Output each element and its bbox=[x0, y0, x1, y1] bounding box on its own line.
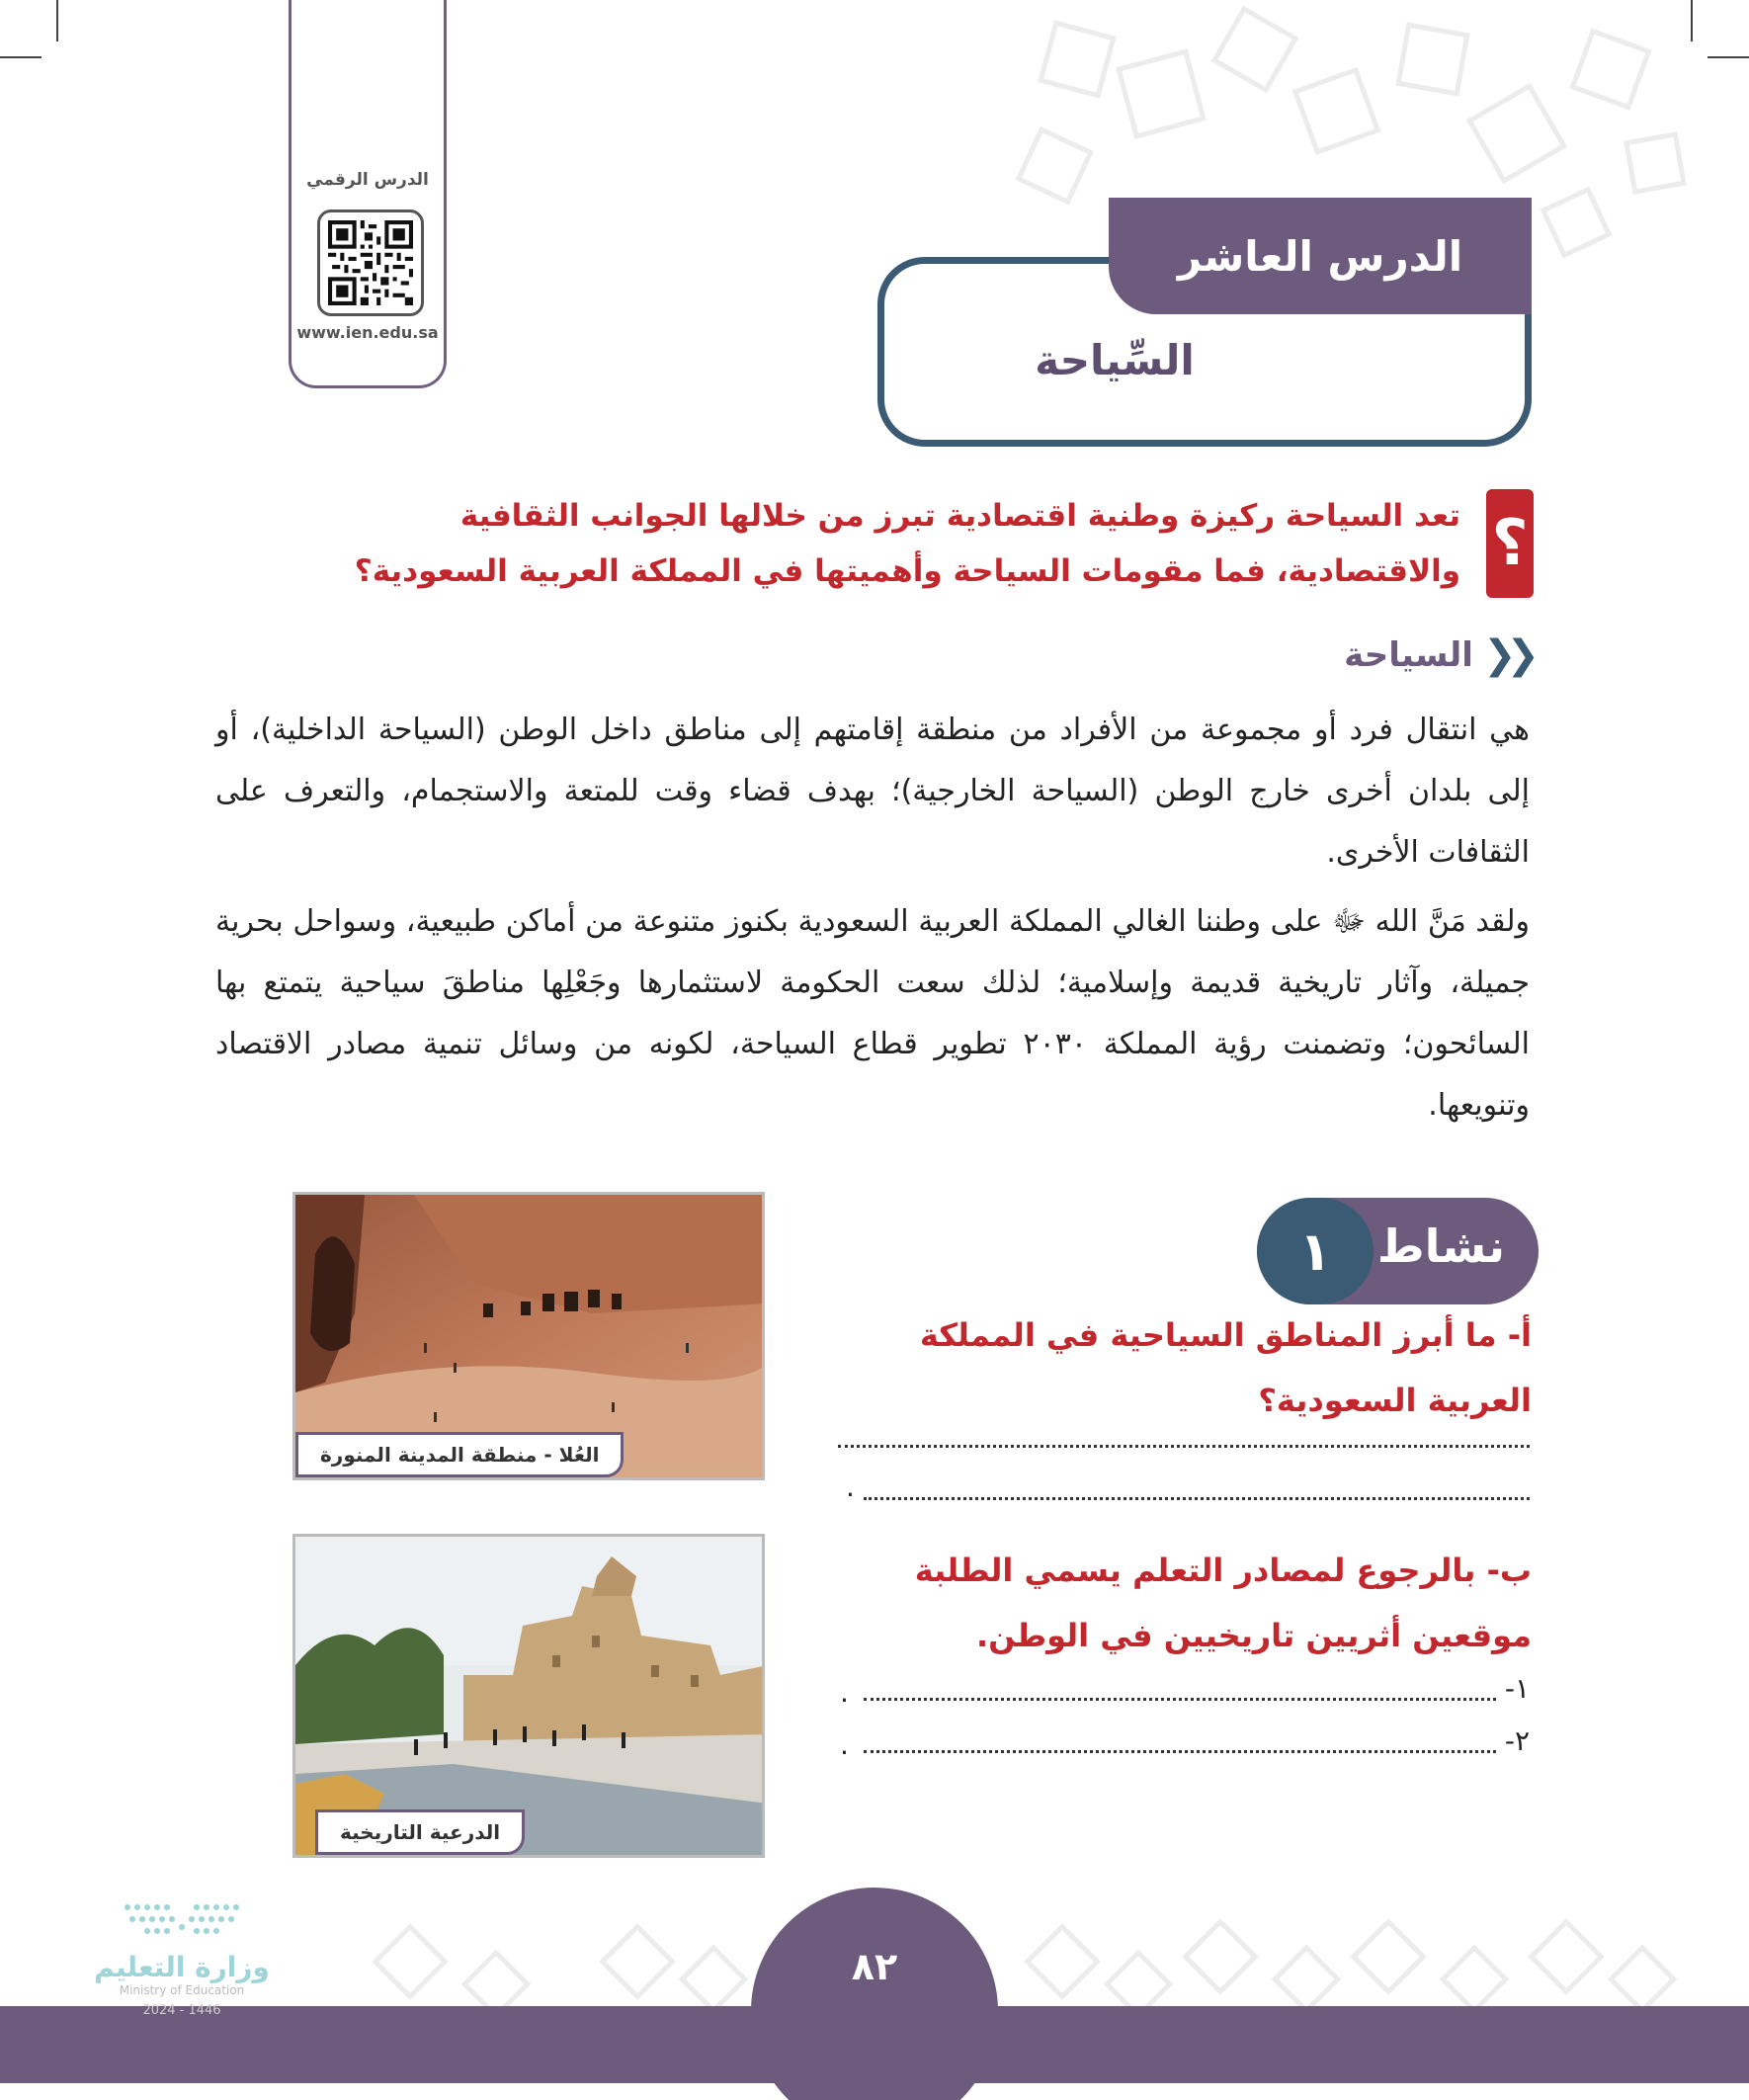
alula-photo bbox=[292, 1192, 765, 1480]
answer-end-dot: . bbox=[840, 1728, 849, 1761]
lesson-number-tab bbox=[1109, 198, 1532, 314]
section-title: السياحة bbox=[1344, 635, 1473, 675]
paragraph-kingdom: ولقد مَنَّ الله ﷻ على وطننا الغالي المملكة العربية السعودية بكنوز متنوعة من أماكن طبيعية، وسواحل بحرية جميلة، وآثار تاريخية قديمة وإسلامية؛ لذلك سعت الحكومة لاستثمارها وجَعْلِها مناطقَ سياحية يتمتع بها السائحون؛ وتضمنت رؤية المملكة ٢٠٣٠ تطوير قطاع السياحة، لكونه من وسائل تنمية مصادر الاقتصاد وتنويعها. bbox=[215, 904, 1531, 1123]
double-chevron-left-icon: ❮❮ bbox=[1482, 632, 1530, 678]
digital-lesson-title: الدرس الرقمي bbox=[306, 170, 429, 190]
activity-number-circle bbox=[1257, 1198, 1374, 1304]
answer-line-2[interactable] bbox=[864, 1750, 1496, 1753]
qr-code[interactable] bbox=[317, 210, 424, 316]
ministry-logo-icon bbox=[108, 1897, 256, 1947]
edition-year: 2024 - 1446 bbox=[142, 2003, 221, 2018]
alula-caption: العُلا - منطقة المدينة المنورة bbox=[295, 1432, 624, 1477]
crop-mark bbox=[56, 0, 58, 42]
answer-line[interactable] bbox=[838, 1445, 1530, 1448]
page-number: ٨٢ bbox=[851, 1945, 898, 1988]
ministry-logo bbox=[93, 1897, 271, 2018]
crop-mark bbox=[1707, 56, 1749, 58]
lesson-title: السِّياحة bbox=[1035, 336, 1195, 384]
answer-line[interactable] bbox=[864, 1497, 1530, 1500]
diriyah-caption: الدرعية التاريخية bbox=[315, 1809, 525, 1855]
answer-number-1: ١- bbox=[1504, 1672, 1530, 1705]
intro-question: تعد السياحة ركيزة وطنية اقتصادية تبرز من خلالها الجوانب الثقافية والاقتصادية، فما مقومات السياحة وأهميتها في المملكة العربية السعودية؟ bbox=[354, 498, 1460, 589]
answer-number-2: ٢- bbox=[1504, 1724, 1530, 1757]
activity-label: نشاط bbox=[1376, 1219, 1505, 1273]
activity-number: ١ bbox=[1298, 1219, 1332, 1283]
answer-end-dot: . bbox=[840, 1676, 849, 1709]
paragraph-definition: هي انتقال فرد أو مجموعة من الأفراد من منطقة إقامتهم إلى مناطق داخل الوطن (السياحة الداخلية)، أو إلى بلدان أخرى خارج الوطن (السياحة الخارجية)؛ بهدف قضاء وقت للمتعة والاستجمام، والتعرف على الثقافات الأخرى. bbox=[215, 713, 1530, 870]
digital-lesson-tab bbox=[289, 0, 447, 388]
answer-end-dot: . bbox=[846, 1470, 855, 1503]
qr-url[interactable]: www.ien.edu.sa bbox=[296, 323, 439, 342]
crop-mark bbox=[0, 56, 42, 58]
section-heading bbox=[1344, 632, 1530, 678]
activity-question-a: أ- ما أبرز المناطق السياحية في المملكة العربية السعودية؟ bbox=[919, 1316, 1532, 1419]
ministry-name: وزارة التعليم bbox=[94, 1951, 270, 1983]
lesson-number-label: الدرس العاشر bbox=[1177, 231, 1463, 281]
activity-question-b: ب- بالرجوع لمصادر التعلم يسمي الطلبة موقعين أثريين تاريخيين في الوطن. bbox=[914, 1552, 1532, 1654]
crop-mark bbox=[1691, 0, 1693, 42]
diriyah-photo bbox=[292, 1534, 765, 1858]
ministry-name-en: Ministry of Education bbox=[119, 1983, 245, 1997]
question-mark-icon: ؟ bbox=[1486, 489, 1534, 598]
qr-code-icon bbox=[328, 220, 413, 305]
answer-line-1[interactable] bbox=[864, 1698, 1496, 1701]
